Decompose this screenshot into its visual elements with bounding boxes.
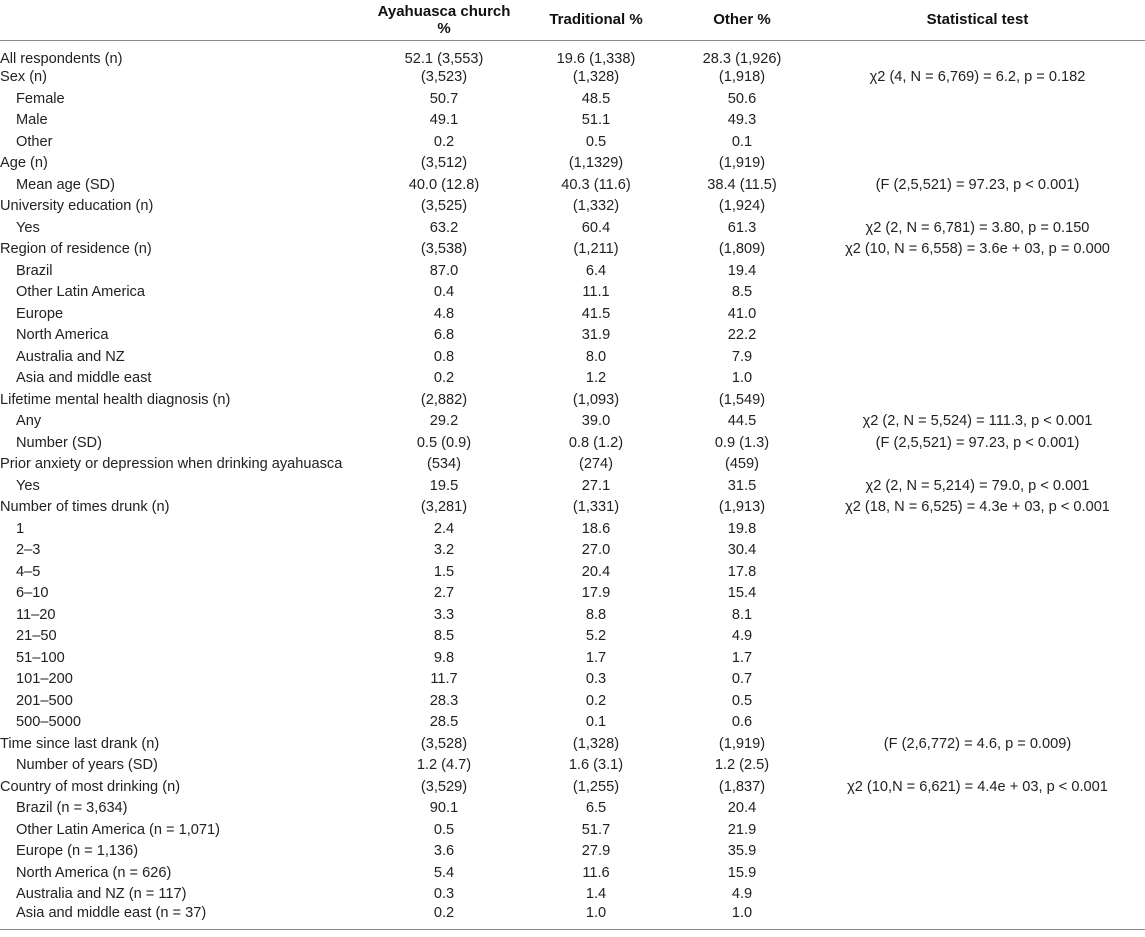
- cell-other: 4.9: [731, 628, 753, 645]
- cell-other: 0.6: [731, 714, 753, 731]
- cell-other: 0.1: [731, 133, 753, 150]
- cell-traditional: 0.1: [585, 714, 607, 731]
- cell-ayahuasca-church: 19.5: [429, 477, 459, 494]
- cell-statistical-test: [810, 518, 1145, 540]
- header-ayahuasca-church: Ayahuasca church %: [370, 0, 518, 40]
- cell-ayahuasca-church: 0.2: [370, 905, 518, 930]
- cell-traditional: 8.8: [585, 606, 607, 623]
- cell-traditional: 0.8 (1.2): [568, 434, 624, 451]
- cell-traditional: 8.0: [585, 348, 607, 365]
- cell-statistical-test: χ2 (10,N = 6,621) = 4.4e + 03, p < 0.001: [847, 778, 1108, 795]
- row-label: 101–200: [16, 671, 73, 688]
- row-label: Any: [16, 413, 42, 430]
- table-row: [0, 626, 1145, 648]
- table-row: [0, 497, 1145, 519]
- cell-other: (1,924): [718, 198, 766, 215]
- cell-other: 1.0: [674, 905, 810, 930]
- cell-statistical-test: χ2 (2, N = 5,524) = 111.3, p < 0.001: [862, 413, 1093, 430]
- cell-statistical-test: χ2 (18, N = 6,525) = 4.3e + 03, p < 0.001: [845, 499, 1110, 516]
- cell-traditional: 31.9: [581, 327, 611, 344]
- cell-traditional: 40.3 (11.6): [561, 176, 631, 193]
- cell-other: (1,809): [718, 241, 766, 258]
- row-label: University education (n): [0, 198, 154, 215]
- table-row: [0, 325, 1145, 347]
- cell-traditional: 6.5: [585, 800, 607, 817]
- cell-other: (1,919): [718, 155, 766, 172]
- cell-ayahuasca-church: 3.3: [433, 606, 455, 623]
- table-row: [0, 841, 1145, 863]
- row-label: All respondents (n): [0, 50, 123, 67]
- cell-ayahuasca-church: 0.5 (0.9): [416, 434, 472, 451]
- cell-traditional: 1.0: [518, 905, 674, 930]
- cell-statistical-test: χ2 (2, N = 5,214) = 79.0, p < 0.001: [865, 477, 1090, 494]
- cell-ayahuasca-church: 9.8: [433, 649, 455, 666]
- cell-ayahuasca-church: 0.2: [433, 133, 455, 150]
- cell-ayahuasca-church: 6.8: [433, 327, 455, 344]
- cell-statistical-test: [810, 368, 1145, 390]
- cell-traditional: 1.2: [585, 370, 607, 387]
- row-label: Lifetime mental health diagnosis (n): [0, 391, 231, 408]
- cell-statistical-test: [810, 604, 1145, 626]
- cell-other: 41.0: [727, 305, 757, 322]
- row-label: Male: [16, 112, 48, 129]
- table-row: [0, 110, 1145, 132]
- cell-ayahuasca-church: (3,538): [420, 241, 468, 258]
- row-label: 500–5000: [16, 714, 81, 731]
- cell-ayahuasca-church: (3,281): [420, 499, 468, 516]
- cell-ayahuasca-church: 29.2: [429, 413, 459, 430]
- table-row: [0, 432, 1145, 454]
- row-label: Number (SD): [16, 434, 102, 451]
- cell-traditional: (1,328): [572, 69, 620, 86]
- cell-other: 31.5: [727, 477, 757, 494]
- cell-other: 0.9 (1.3): [714, 434, 770, 451]
- table-row: [0, 196, 1145, 218]
- cell-traditional: 1.7: [585, 649, 607, 666]
- cell-other: 19.4: [727, 262, 757, 279]
- table-row: [0, 905, 1145, 930]
- cell-statistical-test: χ2 (10, N = 6,558) = 3.6e + 03, p = 0.000: [845, 241, 1110, 258]
- table-row: [0, 669, 1145, 691]
- table-row: [0, 153, 1145, 175]
- cell-other: 44.5: [727, 413, 757, 430]
- cell-traditional: 39.0: [581, 413, 611, 430]
- cell-other: 15.9: [727, 864, 757, 881]
- row-label: Age (n): [0, 155, 48, 172]
- cell-other: 19.8: [727, 520, 757, 537]
- cell-ayahuasca-church: 52.1 (3,553): [404, 50, 484, 67]
- cell-other: 50.6: [727, 90, 757, 107]
- table-row: [0, 862, 1145, 884]
- table-row: [0, 690, 1145, 712]
- cell-other: 15.4: [727, 585, 757, 602]
- cell-statistical-test: [810, 626, 1145, 648]
- row-label: Number of years (SD): [16, 757, 158, 774]
- cell-other: 61.3: [727, 219, 757, 236]
- header-statistical-test: Statistical test: [810, 0, 1145, 40]
- cell-ayahuasca-church: 4.8: [433, 305, 455, 322]
- row-label: Australia and NZ: [16, 348, 125, 365]
- cell-ayahuasca-church: 49.1: [429, 112, 459, 129]
- cell-traditional: (1,093): [572, 391, 620, 408]
- table-row: [0, 518, 1145, 540]
- cell-statistical-test: [810, 905, 1145, 930]
- cell-statistical-test: [810, 346, 1145, 368]
- cell-ayahuasca-church: 63.2: [429, 219, 459, 236]
- table-row: [0, 540, 1145, 562]
- table-row: [0, 819, 1145, 841]
- cell-traditional: 27.1: [581, 477, 611, 494]
- row-label: 6–10: [16, 585, 49, 602]
- cell-statistical-test: [810, 841, 1145, 863]
- cell-statistical-test: [810, 798, 1145, 820]
- cell-ayahuasca-church: (2,882): [420, 391, 468, 408]
- cell-traditional: 48.5: [581, 90, 611, 107]
- row-label: Prior anxiety or depression when drinking ayahuasca: [0, 456, 343, 473]
- cell-ayahuasca-church: 5.4: [433, 864, 455, 881]
- table-row: [0, 217, 1145, 239]
- cell-ayahuasca-church: (3,528): [420, 735, 468, 752]
- cell-statistical-test: χ2 (4, N = 6,769) = 6.2, p = 0.182: [869, 69, 1086, 86]
- table-row: [0, 561, 1145, 583]
- cell-traditional: 27.0: [581, 542, 611, 559]
- cell-ayahuasca-church: 0.4: [433, 284, 455, 301]
- table-row: [0, 40, 1145, 67]
- table-row: [0, 755, 1145, 777]
- row-label: 1: [16, 520, 25, 537]
- cell-ayahuasca-church: 1.2 (4.7): [416, 757, 472, 774]
- cell-traditional: 1.4: [585, 886, 607, 903]
- cell-traditional: 1.6 (3.1): [568, 757, 624, 774]
- cell-traditional: (1,255): [572, 778, 620, 795]
- cell-traditional: 0.5: [585, 133, 607, 150]
- cell-ayahuasca-church: 0.2: [433, 370, 455, 387]
- cell-other: 30.4: [727, 542, 757, 559]
- row-label: Region of residence (n): [0, 241, 152, 258]
- row-label: Asia and middle east: [16, 370, 152, 387]
- row-label: Asia and middle east (n = 37): [0, 905, 370, 930]
- cell-statistical-test: [810, 88, 1145, 110]
- row-label: Sex (n): [0, 69, 48, 86]
- cell-statistical-test: [810, 884, 1145, 906]
- cell-traditional: 5.2: [585, 628, 607, 645]
- row-label: Brazil (n = 3,634): [16, 800, 128, 817]
- cell-traditional: 51.7: [581, 821, 611, 838]
- cell-other: (1,837): [718, 778, 766, 795]
- row-label: 201–500: [16, 692, 73, 709]
- cell-other: 8.5: [731, 284, 753, 301]
- table-row: [0, 303, 1145, 325]
- cell-other: (459): [724, 456, 760, 473]
- row-label: Female: [16, 90, 65, 107]
- cell-statistical-test: [810, 583, 1145, 605]
- cell-other: 7.9: [731, 348, 753, 365]
- row-label: Brazil: [16, 262, 53, 279]
- cell-other: 21.9: [727, 821, 757, 838]
- cell-traditional: (1,1329): [568, 155, 624, 172]
- cell-other: 28.3 (1,926): [702, 50, 782, 67]
- cell-ayahuasca-church: 28.3: [429, 692, 459, 709]
- row-label: 21–50: [16, 628, 57, 645]
- cell-ayahuasca-church: (3,529): [420, 778, 468, 795]
- cell-statistical-test: (F (2,6,772) = 4.6, p = 0.009): [883, 735, 1072, 752]
- cell-traditional: 20.4: [581, 563, 611, 580]
- cell-ayahuasca-church: (534): [426, 456, 462, 473]
- cell-statistical-test: [810, 669, 1145, 691]
- cell-traditional: 51.1: [581, 112, 611, 129]
- cell-statistical-test: χ2 (2, N = 6,781) = 3.80, p = 0.150: [865, 219, 1090, 236]
- row-label: Yes: [16, 219, 40, 236]
- header-label: [0, 0, 370, 40]
- cell-ayahuasca-church: 0.5: [433, 821, 455, 838]
- table-row: [0, 454, 1145, 476]
- table-row: [0, 282, 1145, 304]
- cell-traditional: (1,331): [572, 499, 620, 516]
- table-row: [0, 131, 1145, 153]
- table-row: [0, 604, 1145, 626]
- cell-other: 20.4: [727, 800, 757, 817]
- cell-traditional: 11.6: [582, 864, 610, 881]
- table-row: [0, 174, 1145, 196]
- header-traditional: Traditional %: [518, 0, 674, 40]
- cell-ayahuasca-church: 11.7: [430, 671, 458, 688]
- cell-other: 35.9: [727, 843, 757, 860]
- cell-statistical-test: [810, 755, 1145, 777]
- cell-statistical-test: (F (2,5,521) = 97.23, p < 0.001): [875, 434, 1080, 451]
- table-row: [0, 411, 1145, 433]
- table-row: [0, 647, 1145, 669]
- row-label: Mean age (SD): [16, 176, 115, 193]
- cell-statistical-test: (F (2,5,521) = 97.23, p < 0.001): [875, 176, 1080, 193]
- row-label: North America: [16, 327, 109, 344]
- cell-other: (1,913): [718, 499, 766, 516]
- cell-ayahuasca-church: 3.2: [433, 542, 455, 559]
- cell-statistical-test: [810, 282, 1145, 304]
- cell-traditional: 27.9: [581, 843, 611, 860]
- cell-other: 0.7: [731, 671, 753, 688]
- cell-statistical-test: [810, 153, 1145, 175]
- table-row: [0, 260, 1145, 282]
- cell-traditional: 18.6: [581, 520, 611, 537]
- cell-traditional: (1,332): [572, 198, 620, 215]
- table-row: [0, 776, 1145, 798]
- cell-statistical-test: [810, 303, 1145, 325]
- cell-traditional: 11.1: [582, 284, 610, 301]
- cell-other: (1,919): [718, 735, 766, 752]
- cell-ayahuasca-church: 50.7: [429, 90, 459, 107]
- header-row: [0, 0, 1145, 40]
- row-label: 11–20: [16, 606, 56, 623]
- cell-other: (1,918): [718, 69, 766, 86]
- row-label: Europe: [16, 305, 64, 322]
- cell-statistical-test: [810, 196, 1145, 218]
- cell-ayahuasca-church: (3,525): [420, 198, 468, 215]
- cell-traditional: 60.4: [581, 219, 611, 236]
- cell-statistical-test: [810, 110, 1145, 132]
- row-label: North America (n = 626): [16, 864, 172, 881]
- cell-statistical-test: [810, 862, 1145, 884]
- row-label: Yes: [16, 477, 40, 494]
- cell-statistical-test: [810, 454, 1145, 476]
- cell-other: 1.0: [731, 370, 753, 387]
- cell-traditional: 0.3: [585, 671, 607, 688]
- cell-other: 1.7: [731, 649, 753, 666]
- cell-ayahuasca-church: 8.5: [433, 628, 455, 645]
- row-label: Other Latin America (n = 1,071): [16, 821, 221, 838]
- row-label: Australia and NZ (n = 117): [16, 886, 187, 903]
- table-row: [0, 389, 1145, 411]
- cell-statistical-test: [810, 647, 1145, 669]
- cell-statistical-test: [810, 260, 1145, 282]
- cell-traditional: (274): [578, 456, 614, 473]
- cell-ayahuasca-church: 87.0: [429, 262, 459, 279]
- header-other: Other %: [674, 0, 810, 40]
- cell-traditional: (1,328): [572, 735, 620, 752]
- table-row: [0, 475, 1145, 497]
- cell-ayahuasca-church: 3.6: [433, 843, 455, 860]
- row-label: Other Latin America: [16, 284, 145, 301]
- cell-other: 0.5: [731, 692, 753, 709]
- cell-other: 4.9: [731, 886, 753, 903]
- row-label: Number of times drunk (n): [0, 499, 170, 516]
- row-label: 4–5: [16, 563, 41, 580]
- table-row: [0, 67, 1145, 89]
- cell-traditional: 6.4: [585, 262, 607, 279]
- cell-ayahuasca-church: (3,523): [420, 69, 468, 86]
- cell-other: 38.4 (11.5): [707, 176, 777, 193]
- cell-other: 17.8: [727, 563, 757, 580]
- row-label: 2–3: [16, 542, 41, 559]
- row-label: 51–100: [16, 649, 65, 666]
- table-row: [0, 712, 1145, 734]
- cell-ayahuasca-church: 28.5: [429, 714, 459, 731]
- cell-traditional: 19.6 (1,338): [556, 50, 636, 67]
- cell-ayahuasca-church: 0.8: [433, 348, 455, 365]
- table-row: [0, 583, 1145, 605]
- cell-traditional: (1,211): [573, 241, 619, 258]
- cell-ayahuasca-church: 90.1: [429, 800, 459, 817]
- table-row: [0, 884, 1145, 906]
- row-label: Other: [16, 133, 53, 150]
- cell-statistical-test: [810, 561, 1145, 583]
- row-label: Europe (n = 1,136): [16, 843, 139, 860]
- cell-statistical-test: [810, 389, 1145, 411]
- cell-other: 8.1: [731, 606, 753, 623]
- cell-ayahuasca-church: 2.7: [433, 585, 455, 602]
- cell-ayahuasca-church: 0.3: [433, 886, 455, 903]
- table-row: [0, 346, 1145, 368]
- cell-statistical-test: [810, 819, 1145, 841]
- table-row: [0, 88, 1145, 110]
- cell-statistical-test: [810, 131, 1145, 153]
- cell-traditional: 0.2: [585, 692, 607, 709]
- cell-statistical-test: [810, 325, 1145, 347]
- cell-statistical-test: [810, 712, 1145, 734]
- cell-traditional: 41.5: [581, 305, 611, 322]
- table-row: [0, 798, 1145, 820]
- cell-ayahuasca-church: 2.4: [433, 520, 455, 537]
- row-label: Time since last drank (n): [0, 735, 160, 752]
- cell-ayahuasca-church: (3,512): [420, 155, 468, 172]
- table-row: [0, 733, 1145, 755]
- cell-statistical-test: [810, 690, 1145, 712]
- row-label: Country of most drinking (n): [0, 778, 181, 795]
- table-row: [0, 368, 1145, 390]
- cell-statistical-test: [810, 540, 1145, 562]
- cell-other: (1,549): [718, 391, 766, 408]
- table-row: [0, 239, 1145, 261]
- cell-other: 22.2: [727, 327, 757, 344]
- cell-ayahuasca-church: 40.0 (12.8): [408, 176, 480, 193]
- cell-traditional: 17.9: [581, 585, 611, 602]
- cell-ayahuasca-church: 1.5: [433, 563, 455, 580]
- cell-other: 49.3: [727, 112, 757, 129]
- cell-statistical-test: [810, 40, 1145, 67]
- cell-other: 1.2 (2.5): [714, 757, 770, 774]
